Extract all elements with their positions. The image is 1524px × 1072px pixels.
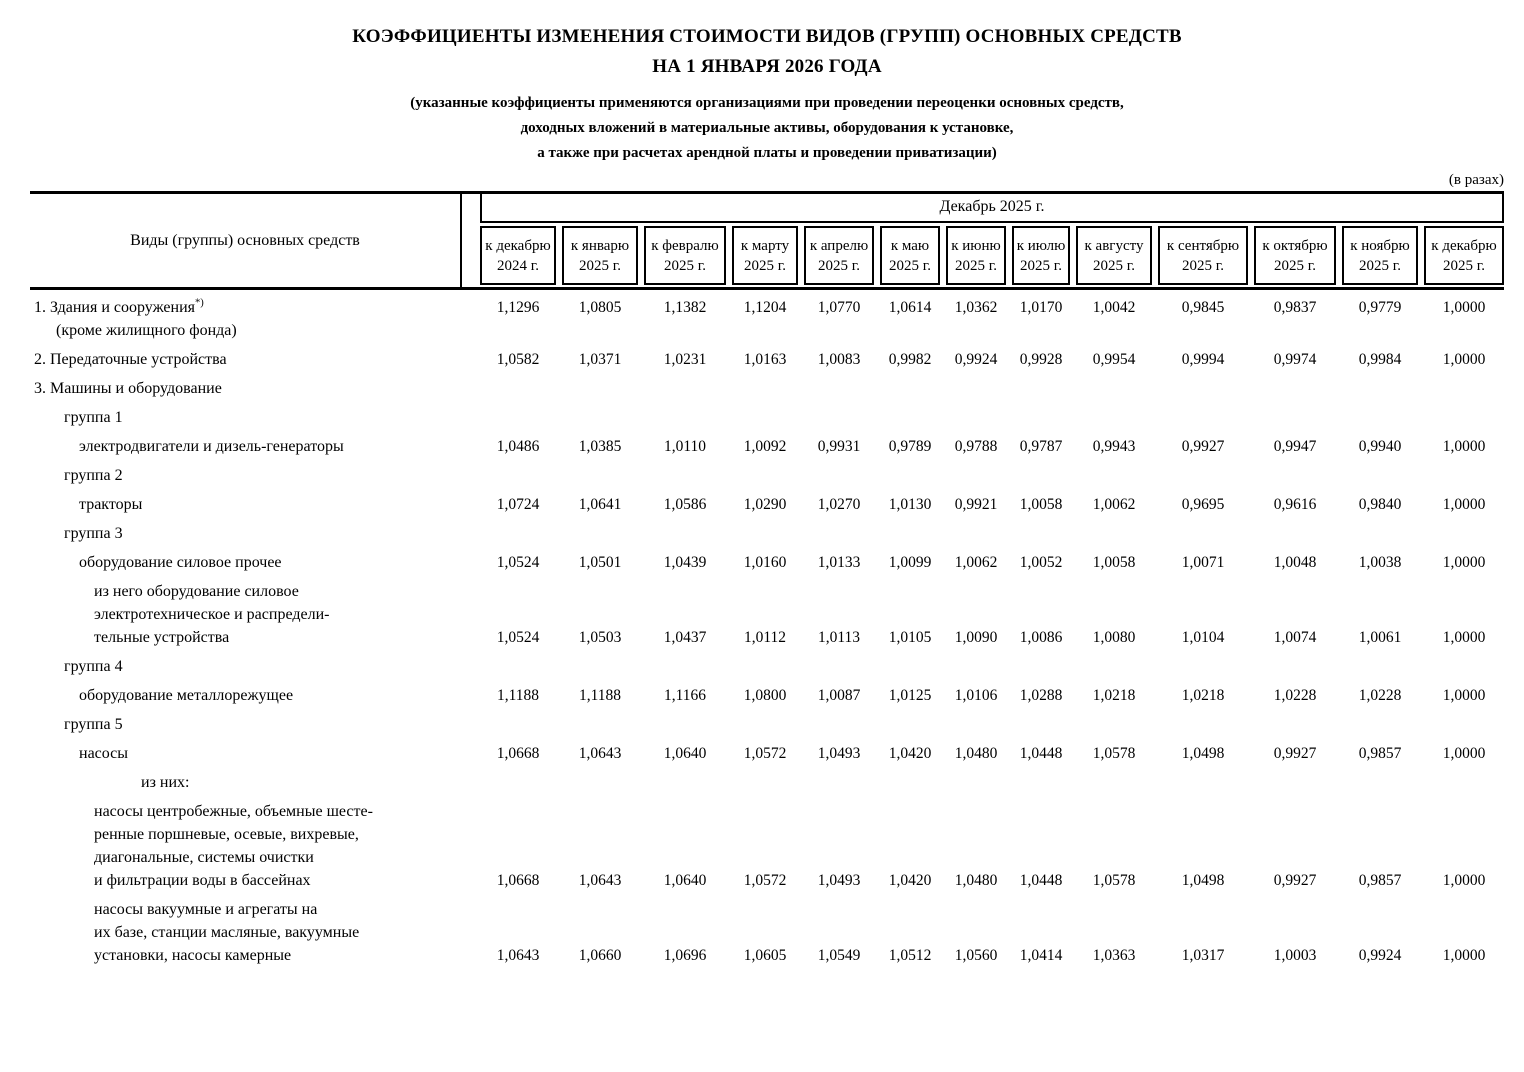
- coefficient-value: 1,0437: [663, 629, 707, 646]
- coefficient-value: 1,0503: [578, 629, 622, 646]
- month-header-line1: к апрелю: [809, 238, 869, 254]
- row-label-text: насосы вакуумные и агрегаты на: [94, 901, 318, 918]
- month-header-line2: 2025 г.: [664, 258, 706, 274]
- row-label-text: и фильтрации воды в бассейнах: [94, 872, 311, 889]
- unit-note: (в разах): [1448, 172, 1504, 188]
- coefficient-value: 0,9779: [1358, 299, 1402, 316]
- coefficient-value: 0,9931: [817, 438, 861, 455]
- coefficient-value: 1,0133: [817, 554, 861, 571]
- coefficient-value: 1,0071: [1181, 554, 1225, 571]
- row-label: [30, 849, 480, 867]
- month-header-cell: [880, 226, 940, 285]
- row-label: [30, 658, 480, 676]
- coefficient-value: 1,0385: [578, 438, 622, 455]
- table-header: [30, 194, 1504, 290]
- month-header-line1: к ноябрю: [1350, 238, 1410, 254]
- month-header-cell: [732, 226, 798, 285]
- row-label: [30, 380, 480, 398]
- coefficient-value: 1,0048: [1273, 554, 1317, 571]
- table-row: [30, 583, 1504, 652]
- coefficient-value: 0,9943: [1092, 438, 1136, 455]
- coefficient-value: 1,0578: [1092, 745, 1136, 762]
- month-header-cell: [804, 226, 874, 285]
- coefficient-value: 1,0578: [1092, 872, 1136, 889]
- coefficient-value: 1,0362: [954, 299, 998, 316]
- coefficient-value: 1,0160: [743, 554, 787, 571]
- row-label: [30, 583, 480, 601]
- span-header: Декабрь 2025 г.: [480, 194, 1504, 223]
- coefficient-value: 1,0000: [1442, 496, 1486, 513]
- row-label-text: насосы центробежные, объемные шесте-: [94, 803, 373, 820]
- title-line-1: КОЭФФИЦИЕНТЫ ИЗМЕНЕНИЯ СТОИМОСТИ ВИДОВ (ГРУПП) ОСНОВНЫХ СРЕДСТВ: [352, 26, 1182, 47]
- coefficient-value: 1,1382: [663, 299, 707, 316]
- coefficient-value: 1,0000: [1442, 745, 1486, 762]
- month-header-line1: к июню: [951, 238, 1001, 254]
- coefficient-value: 1,0231: [663, 351, 707, 368]
- coefficient-value: 1,0560: [954, 947, 998, 964]
- subtitle-line-1: (указанные коэффициенты применяются организациями при проведении переоценки основных средств,: [410, 95, 1124, 111]
- row-line: [30, 849, 1504, 872]
- row-label: [30, 947, 480, 965]
- coefficient-value: 1,0000: [1442, 438, 1486, 455]
- coefficient-value: 1,0643: [496, 947, 540, 964]
- coefficient-value: 1,0582: [496, 351, 540, 368]
- coefficient-value: 1,0643: [578, 745, 622, 762]
- row-label: [30, 629, 480, 647]
- coefficient-value: 1,0218: [1092, 687, 1136, 704]
- coefficient-value: 1,0668: [496, 872, 540, 889]
- coefficients-table: [30, 191, 1504, 970]
- coefficient-value: 1,0480: [954, 872, 998, 889]
- coefficient-value: 1,0605: [743, 947, 787, 964]
- month-header-cell: [1158, 226, 1248, 285]
- month-header-line1: к сентябрю: [1166, 238, 1240, 254]
- table-row: [30, 554, 1504, 577]
- month-header-line2: 2025 г.: [1093, 258, 1135, 274]
- coefficient-value: 1,0062: [1092, 496, 1136, 513]
- coefficient-value: 1,0480: [954, 745, 998, 762]
- coefficient-value: 1,0000: [1442, 947, 1486, 964]
- coefficient-value: 1,0498: [1181, 872, 1225, 889]
- coefficient-value: 0,9857: [1358, 745, 1402, 762]
- table-row: [30, 716, 1504, 739]
- coefficient-value: 1,0038: [1358, 554, 1402, 571]
- coefficient-value: 1,0493: [817, 872, 861, 889]
- table-row: [30, 745, 1504, 768]
- row-line: [30, 380, 1504, 403]
- coefficient-value: 1,0696: [663, 947, 707, 964]
- month-header-line1: к январю: [570, 238, 630, 254]
- coefficient-value: 1,0288: [1019, 687, 1063, 704]
- coefficient-value: 1,0058: [1019, 496, 1063, 513]
- row-line: [30, 716, 1504, 739]
- document-title: [30, 22, 1504, 82]
- coefficient-value: 1,0414: [1019, 947, 1063, 964]
- row-label-text: 2. Передаточные устройства: [34, 351, 227, 368]
- coefficient-value: 0,9695: [1181, 496, 1225, 513]
- coefficient-value: 1,0498: [1181, 745, 1225, 762]
- table-row: [30, 380, 1504, 403]
- month-header-line1: к декабрю: [485, 238, 551, 254]
- month-header-line1: к февралю: [651, 238, 719, 254]
- row-line: [30, 687, 1504, 710]
- coefficient-value: 1,0420: [888, 872, 932, 889]
- table-row: [30, 525, 1504, 548]
- coefficient-value: 1,0800: [743, 687, 787, 704]
- month-header-row: [480, 226, 1504, 285]
- row-line: [30, 322, 1504, 345]
- coefficient-value: 1,0572: [743, 872, 787, 889]
- table-row: [30, 774, 1504, 797]
- row-line: [30, 554, 1504, 577]
- row-label-text: тракторы: [79, 496, 143, 513]
- row-label-text: 1. Здания и сооружения: [34, 299, 196, 316]
- coefficient-value: 1,0000: [1442, 872, 1486, 889]
- row-label: [30, 554, 480, 572]
- month-header-cell: [1012, 226, 1070, 285]
- row-line: [30, 629, 1504, 652]
- row-label-text: диагональные, системы очистки: [94, 849, 314, 866]
- coefficient-value: 1,0170: [1019, 299, 1063, 316]
- table-row: [30, 901, 1504, 970]
- coefficient-value: 1,0614: [888, 299, 932, 316]
- row-label: [30, 872, 480, 890]
- coefficient-value: 0,9947: [1273, 438, 1317, 455]
- row-line: [30, 872, 1504, 895]
- coefficient-value: 1,0000: [1442, 687, 1486, 704]
- row-label: [30, 299, 480, 317]
- month-header-line1: к марту: [740, 238, 790, 254]
- coefficient-value: 1,0003: [1273, 947, 1317, 964]
- footnote-marker: *): [195, 297, 204, 309]
- coefficient-value: 1,0549: [817, 947, 861, 964]
- coefficient-value: 1,0724: [496, 496, 540, 513]
- coefficient-value: 1,0110: [663, 438, 707, 455]
- coefficient-value: 1,0643: [578, 872, 622, 889]
- table-row: [30, 803, 1504, 895]
- coefficient-value: 1,0448: [1019, 872, 1063, 889]
- coefficient-value: 1,0062: [954, 554, 998, 571]
- month-header-cell: [644, 226, 726, 285]
- table-row: [30, 496, 1504, 519]
- subtitle-line-2: доходных вложений в материальные активы, оборудования к установке,: [520, 120, 1014, 136]
- row-label-text: электродвигатели и дизель-генераторы: [79, 438, 344, 455]
- title-line-2: НА 1 ЯНВАРЯ 2026 ГОДА: [652, 56, 882, 77]
- month-header-line1: к августу: [1084, 238, 1144, 254]
- table-row: [30, 351, 1504, 374]
- coefficient-value: 1,0086: [1019, 629, 1063, 646]
- row-line: [30, 351, 1504, 374]
- month-header-line2: 2025 г.: [1443, 258, 1485, 274]
- coefficient-value: 0,9974: [1273, 351, 1317, 368]
- coefficient-value: 1,0130: [888, 496, 932, 513]
- month-header-line2: 2025 г.: [744, 258, 786, 274]
- coefficient-value: 1,0640: [663, 872, 707, 889]
- coefficient-value: 1,1204: [743, 299, 787, 316]
- coefficient-value: 1,0524: [496, 629, 540, 646]
- month-header-line2: 2025 г.: [818, 258, 860, 274]
- coefficient-value: 1,1166: [663, 687, 707, 704]
- coefficient-value: 0,9857: [1358, 872, 1402, 889]
- coefficient-value: 1,0058: [1092, 554, 1136, 571]
- month-header-cell: [1424, 226, 1504, 285]
- coefficient-value: 1,0000: [1442, 351, 1486, 368]
- row-line: [30, 299, 1504, 322]
- month-header-cell: [480, 226, 556, 285]
- document-subtitle: [30, 91, 1504, 166]
- row-line: [30, 583, 1504, 606]
- coefficient-value: 0,9788: [954, 438, 998, 455]
- row-label-text: насосы: [79, 745, 129, 762]
- month-header-cell: [1254, 226, 1336, 285]
- row-label-text: из него оборудование силовое: [94, 583, 299, 600]
- month-header-line1: к июлю: [1016, 238, 1066, 254]
- coefficient-value: 0,9837: [1273, 299, 1317, 316]
- row-line: [30, 826, 1504, 849]
- coefficient-value: 1,0083: [817, 351, 861, 368]
- month-header-line1: к октябрю: [1262, 238, 1328, 254]
- coefficient-value: 0,9924: [1358, 947, 1402, 964]
- month-header-line2: 2025 г.: [889, 258, 931, 274]
- table-row: [30, 299, 1504, 345]
- row-label: [30, 409, 480, 427]
- coefficient-value: 1,0052: [1019, 554, 1063, 571]
- coefficient-value: 1,0061: [1358, 629, 1402, 646]
- row-label-text: из них:: [141, 774, 190, 791]
- coefficient-value: 0,9940: [1358, 438, 1402, 455]
- month-header-line2: 2025 г.: [1020, 258, 1062, 274]
- coefficient-value: 1,0000: [1442, 554, 1486, 571]
- coefficient-value: 1,0586: [663, 496, 707, 513]
- row-label: [30, 924, 480, 942]
- row-label-text: их базе, станции масляные, вакуумные: [94, 924, 360, 941]
- coefficient-value: 1,0270: [817, 496, 861, 513]
- coefficient-value: 1,0074: [1273, 629, 1317, 646]
- row-line: [30, 467, 1504, 490]
- row-line: [30, 774, 1504, 797]
- coefficient-value: 1,0420: [888, 745, 932, 762]
- subtitle-line-3: а также при расчетах арендной платы и проведении приватизации): [537, 145, 997, 161]
- row-line: [30, 803, 1504, 826]
- table-row: [30, 409, 1504, 432]
- coefficient-value: 0,9789: [888, 438, 932, 455]
- row-line: [30, 409, 1504, 432]
- coefficient-value: 1,0668: [496, 745, 540, 762]
- row-label-text: группа 1: [64, 409, 123, 426]
- row-label-text: группа 5: [64, 716, 123, 733]
- row-label: [30, 438, 480, 456]
- coefficient-value: 1,0092: [743, 438, 787, 455]
- row-label: [30, 901, 480, 919]
- month-header-line1: к маю: [890, 238, 930, 254]
- row-label-text: ренные поршневые, осевые, вихревые,: [94, 826, 359, 843]
- row-label-text: группа 4: [64, 658, 123, 675]
- table-row: [30, 687, 1504, 710]
- coefficient-value: 0,9616: [1273, 496, 1317, 513]
- coefficient-value: 1,0290: [743, 496, 787, 513]
- coefficient-value: 1,1188: [496, 687, 540, 704]
- stub-header: Виды (группы) основных средств: [30, 194, 462, 287]
- row-line: [30, 438, 1504, 461]
- coefficient-value: 1,0524: [496, 554, 540, 571]
- coefficient-value: 1,0228: [1358, 687, 1402, 704]
- coefficient-value: 1,0218: [1181, 687, 1225, 704]
- row-line: [30, 606, 1504, 629]
- coefficient-value: 1,0486: [496, 438, 540, 455]
- row-label: [30, 774, 480, 792]
- coefficient-value: 0,9994: [1181, 351, 1225, 368]
- coefficient-value: 1,0113: [817, 629, 861, 646]
- coefficient-value: 0,9928: [1019, 351, 1063, 368]
- month-header-cell: [1342, 226, 1418, 285]
- row-label: [30, 525, 480, 543]
- table-row: [30, 658, 1504, 681]
- month-header-cell: [562, 226, 638, 285]
- row-label-text: (кроме жилищного фонда): [56, 322, 237, 339]
- month-header-line2: 2025 г.: [579, 258, 621, 274]
- coefficient-value: 1,0363: [1092, 947, 1136, 964]
- coefficient-value: 0,9927: [1273, 872, 1317, 889]
- coefficient-value: 0,9921: [954, 496, 998, 513]
- table-body: [30, 290, 1504, 970]
- row-label: [30, 716, 480, 734]
- coefficient-value: 1,0493: [817, 745, 861, 762]
- coefficient-value: 0,9954: [1092, 351, 1136, 368]
- row-label-text: тельные устройства: [94, 629, 230, 646]
- coefficient-value: 0,9927: [1273, 745, 1317, 762]
- row-label-text: электротехническое и распредели-: [94, 606, 330, 623]
- table-row: [30, 438, 1504, 461]
- coefficient-value: 1,0512: [888, 947, 932, 964]
- coefficient-value: 0,9787: [1019, 438, 1063, 455]
- coefficient-value: 0,9984: [1358, 351, 1402, 368]
- coefficient-value: 1,0106: [954, 687, 998, 704]
- coefficient-value: 1,0641: [578, 496, 622, 513]
- coefficient-value: 1,0640: [663, 745, 707, 762]
- coefficient-value: 1,0805: [578, 299, 622, 316]
- row-label-text: оборудование металлорежущее: [79, 687, 294, 704]
- row-label: [30, 351, 480, 369]
- row-line: [30, 947, 1504, 970]
- month-header-line1: к декабрю: [1431, 238, 1497, 254]
- month-header-line2: 2025 г.: [1182, 258, 1224, 274]
- row-line: [30, 745, 1504, 768]
- coefficient-value: 1,0439: [663, 554, 707, 571]
- row-line: [30, 924, 1504, 947]
- coefficient-value: 1,0660: [578, 947, 622, 964]
- coefficient-value: 1,0042: [1092, 299, 1136, 316]
- coefficient-value: 1,0228: [1273, 687, 1317, 704]
- coefficient-value: 1,0000: [1442, 629, 1486, 646]
- coefficient-value: 1,0163: [743, 351, 787, 368]
- coefficient-value: 0,9927: [1181, 438, 1225, 455]
- coefficient-value: 1,1188: [578, 687, 622, 704]
- coefficient-value: 0,9840: [1358, 496, 1402, 513]
- coefficient-value: 1,0317: [1181, 947, 1225, 964]
- row-line: [30, 658, 1504, 681]
- coefficient-value: 1,0572: [743, 745, 787, 762]
- table-row: [30, 467, 1504, 490]
- row-line: [30, 901, 1504, 924]
- coefficient-value: 1,1296: [496, 299, 540, 316]
- row-line: [30, 496, 1504, 519]
- row-label: [30, 826, 480, 844]
- month-header-cell: [946, 226, 1006, 285]
- row-label-text: оборудование силовое прочее: [79, 554, 282, 571]
- coefficient-value: 1,0112: [743, 629, 787, 646]
- coefficient-value: 0,9982: [888, 351, 932, 368]
- coefficient-value: 0,9924: [954, 351, 998, 368]
- coefficient-value: 1,0087: [817, 687, 861, 704]
- coefficient-value: 1,0125: [888, 687, 932, 704]
- row-label: [30, 467, 480, 485]
- coefficient-value: 1,0371: [578, 351, 622, 368]
- coefficient-value: 1,0770: [817, 299, 861, 316]
- month-header-line2: 2024 г.: [497, 258, 539, 274]
- row-label: [30, 322, 480, 340]
- row-label-text: группа 3: [64, 525, 123, 542]
- month-header-line2: 2025 г.: [1359, 258, 1401, 274]
- coefficient-value: 1,0000: [1442, 299, 1486, 316]
- month-header-line2: 2025 г.: [1274, 258, 1316, 274]
- coefficient-value: 0,9845: [1181, 299, 1225, 316]
- row-label: [30, 496, 480, 514]
- coefficient-value: 1,0090: [954, 629, 998, 646]
- row-label-text: группа 2: [64, 467, 123, 484]
- coefficient-value: 1,0501: [578, 554, 622, 571]
- coefficient-value: 1,0105: [888, 629, 932, 646]
- row-label: [30, 745, 480, 763]
- coefficient-value: 1,0448: [1019, 745, 1063, 762]
- row-label: [30, 803, 480, 821]
- row-label-text: установки, насосы камерные: [94, 947, 292, 964]
- coefficient-value: 1,0099: [888, 554, 932, 571]
- coefficient-value: 1,0104: [1181, 629, 1225, 646]
- coefficient-value: 1,0080: [1092, 629, 1136, 646]
- month-header-line2: 2025 г.: [955, 258, 997, 274]
- row-label-text: 3. Машины и оборудование: [34, 380, 222, 397]
- row-label: [30, 687, 480, 705]
- row-line: [30, 525, 1504, 548]
- months-header: [480, 194, 1504, 287]
- month-header-cell: [1076, 226, 1152, 285]
- row-label: [30, 606, 480, 624]
